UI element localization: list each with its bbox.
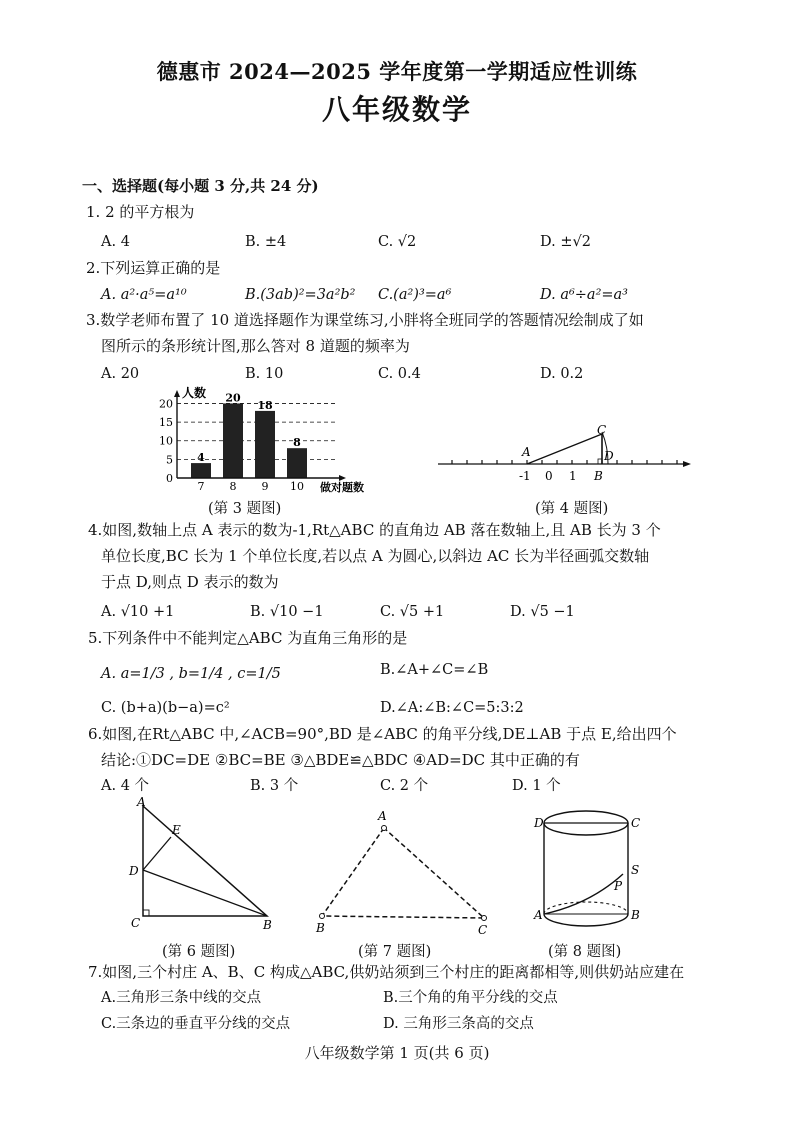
q2-option-a: A. a²·a⁵=a¹⁰ bbox=[101, 287, 187, 303]
q4-stem-line2: 单位长度,BC 长为 1 个单位长度,若以点 A 为圆心,以斜边 AC 长为半径画弧交数轴 bbox=[101, 547, 650, 565]
village-a bbox=[382, 826, 387, 831]
bar-value-label: 18 bbox=[257, 398, 273, 412]
y-tick-label: 5 bbox=[166, 453, 173, 467]
q3-option-c: C. 0.4 bbox=[378, 366, 421, 382]
fig4-caption: (第 4 题图) bbox=[535, 501, 609, 517]
fig8-label-s: S bbox=[631, 863, 640, 877]
q2-option-c: C.(a²)³=a⁶ bbox=[378, 287, 452, 303]
q3-option-a: A. 20 bbox=[101, 366, 140, 382]
fig6-label-e: E bbox=[172, 823, 181, 837]
q4-number-line-figure bbox=[436, 418, 696, 494]
y-axis-arrow-icon bbox=[174, 390, 180, 397]
y-tick-label: 0 bbox=[166, 472, 173, 485]
bottom-ellipse-back bbox=[544, 902, 628, 914]
q2-stem: 2.下列运算正确的是 bbox=[86, 259, 221, 277]
triangle-abc bbox=[143, 806, 267, 916]
x-axis-label: 做对题数 bbox=[320, 481, 364, 494]
q5-option-a: A. a=1/3 , b=1/4 , c=1/5 bbox=[101, 666, 281, 682]
path-ap bbox=[544, 874, 623, 914]
fig6-label-a: A bbox=[137, 796, 146, 809]
fig7-label-b: B bbox=[316, 921, 325, 935]
segment-bd bbox=[143, 870, 267, 916]
q7-option-b: B.三个角的角平分线的交点 bbox=[383, 990, 558, 1006]
fig7-label-a: A bbox=[378, 809, 387, 823]
q2-option-b: B.(3ab)²=3a²b² bbox=[245, 287, 356, 303]
q3-stem-line2: 图所示的条形统计图,那么答对 8 道题的频率为 bbox=[101, 337, 410, 355]
hypotenuse-ac bbox=[527, 434, 602, 464]
q1-stem: 1. 2 的平方根为 bbox=[86, 203, 195, 221]
x-tick-label: 9 bbox=[261, 480, 269, 493]
tick-label-0: 0 bbox=[545, 469, 553, 483]
q7-stem: 7.如图,三个村庄 A、B、C 构成△ABC,供奶站须到三个村庄的距离都相等,则供奶站应建在 bbox=[88, 963, 685, 981]
q4-option-a: A. √10 +1 bbox=[101, 604, 175, 620]
fig8-label-d: D bbox=[534, 816, 544, 830]
fig7-caption: (第 7 题图) bbox=[358, 944, 432, 960]
point-a-label: A bbox=[522, 445, 531, 459]
y-tick-label: 10 bbox=[159, 434, 173, 448]
bar-value-label: 4 bbox=[197, 451, 205, 465]
q3-option-b: B. 10 bbox=[245, 366, 284, 382]
fig6-label-c: C bbox=[131, 916, 141, 930]
q6-option-b: B. 3 个 bbox=[250, 778, 299, 794]
bar-9 bbox=[255, 411, 275, 478]
y-tick-label: 20 bbox=[159, 397, 173, 411]
y-tick-label: 15 bbox=[159, 416, 173, 430]
q5-option-d: D.∠A:∠B:∠C=5:3:2 bbox=[380, 700, 524, 716]
q7-option-c: C.三条边的垂直平分线的交点 bbox=[101, 1016, 291, 1032]
x-tick-label: 10 bbox=[290, 480, 304, 493]
fig8-label-a: A bbox=[534, 908, 543, 922]
bar-8 bbox=[223, 403, 243, 478]
q4-option-b: B. √10 −1 bbox=[250, 604, 324, 620]
q2-option-d: D. a⁶÷a²=a³ bbox=[540, 287, 628, 303]
point-c-label: C bbox=[597, 423, 607, 437]
q1-option-c: C. √2 bbox=[378, 234, 417, 250]
village-c bbox=[482, 916, 487, 921]
x-tick-label: 8 bbox=[229, 480, 237, 493]
fig3-caption: (第 3 题图) bbox=[208, 501, 282, 517]
q4-stem-line1: 4.如图,数轴上点 A 表示的数为-1,Rt△ABC 的直角边 AB 落在数轴上,且 AB 长为 3 个 bbox=[88, 521, 661, 539]
fig7-triangle bbox=[312, 808, 498, 936]
q5-stem: 5.下列条件中不能判定△ABC 为直角三角形的是 bbox=[88, 629, 408, 647]
point-d-label: D bbox=[604, 449, 614, 463]
bar-10 bbox=[287, 448, 307, 478]
right-angle-c bbox=[143, 910, 149, 916]
q4-stem-line3: 于点 D,则点 D 表示的数为 bbox=[101, 573, 279, 591]
q5-option-c: C. (b+a)(b−a)=c² bbox=[101, 700, 230, 716]
bar-value-label: 20 bbox=[225, 391, 241, 405]
fig8-caption: (第 8 题图) bbox=[548, 944, 622, 960]
tick-label-neg1: -1 bbox=[519, 469, 531, 483]
exam-title: 德惠市 2024—2025 学年度第一学期适应性训练 bbox=[156, 59, 638, 84]
point-b-label: B bbox=[594, 469, 603, 483]
fig6-caption: (第 6 题图) bbox=[162, 944, 236, 960]
q1-option-a: A. 4 bbox=[101, 234, 130, 250]
exam-subject: 八年级数学 bbox=[321, 93, 472, 126]
bar-value-label: 8 bbox=[293, 436, 301, 450]
q3-stem-line1: 3.数学老师布置了 10 道选择题作为课堂练习,小胖将全班同学的答题情况绘制成了如 bbox=[86, 311, 644, 329]
q6-stem-line2: 结论:①DC=DE ②BC=BE ③△BDE≌△BDC ④AD=DC 其中正确的有 bbox=[101, 751, 580, 769]
triangle-abc-dashed bbox=[322, 828, 484, 918]
fig7-label-c: C bbox=[478, 923, 488, 936]
tick-label-1: 1 bbox=[569, 469, 577, 483]
village-b bbox=[320, 914, 325, 919]
q6-option-d: D. 1 个 bbox=[512, 778, 561, 794]
section-heading: 一、选择题(每小题 3 分,共 24 分) bbox=[82, 177, 319, 195]
q4-option-d: D. √5 −1 bbox=[510, 604, 575, 620]
fig6-label-d: D bbox=[129, 864, 139, 878]
fig6-label-b: B bbox=[263, 918, 272, 932]
number-line-arrow-icon bbox=[683, 461, 691, 467]
q6-stem-line1: 6.如图,在Rt△ABC 中,∠ACB=90°,BD 是∠ABC 的角平分线,DE⊥AB 于点 E,给出四个 bbox=[88, 725, 677, 743]
q7-option-d: D. 三角形三条高的交点 bbox=[383, 1016, 534, 1032]
fig8-cylinder bbox=[530, 806, 642, 938]
q4-option-c: C. √5 +1 bbox=[380, 604, 445, 620]
page-footer: 八年级数学第 1 页(共 6 页) bbox=[304, 1044, 490, 1062]
fig8-label-p: P bbox=[614, 879, 623, 893]
q1-option-b: B. ±4 bbox=[245, 234, 287, 250]
fig8-label-b: B bbox=[631, 908, 640, 922]
q5-option-b: B.∠A+∠C=∠B bbox=[380, 662, 489, 678]
bottom-ellipse-front bbox=[544, 914, 628, 926]
bar-7 bbox=[191, 463, 211, 478]
fig8-label-c: C bbox=[631, 816, 641, 830]
q6-option-c: C. 2 个 bbox=[380, 778, 429, 794]
q3-option-d: D. 0.2 bbox=[540, 366, 584, 382]
q6-option-a: A. 4 个 bbox=[101, 778, 150, 794]
fig6-triangle bbox=[125, 796, 285, 938]
q3-bar-chart bbox=[140, 384, 390, 496]
q7-option-a: A.三角形三条中线的交点 bbox=[101, 990, 262, 1006]
q1-option-d: D. ±√2 bbox=[540, 234, 591, 250]
segment-de bbox=[143, 837, 171, 870]
y-axis-label: 人数 bbox=[182, 386, 207, 400]
x-tick-label: 7 bbox=[197, 480, 205, 493]
